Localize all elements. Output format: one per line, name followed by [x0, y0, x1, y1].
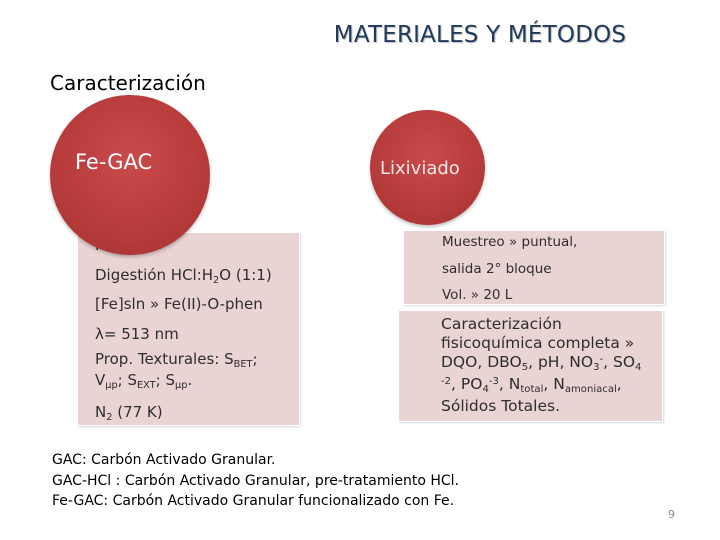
footnote-gac-hcl: GAC-HCl : Carbón Activado Granular, pre-tratamiento HCl.	[52, 473, 459, 489]
detail-textural-values: $V_{\mu p}$; $S_{EXT}$; $S_{\mu p}$.	[95, 371, 193, 391]
lixiviado-circle	[370, 110, 485, 225]
fe-gac-label: Fe-GAC	[75, 150, 153, 174]
footnote-fe-gac: Fe-GAC: Carbón Activado Granular funcionalizado con Fe.	[52, 493, 455, 509]
detail-fe-sln: [Fe]sln » Fe(II)-O-phen	[95, 295, 263, 313]
footnote-gac: GAC: Carbón Activado Granular.	[52, 452, 276, 468]
detail-digestion: Digestión $HCl:H_2O$ (1:1)	[95, 266, 272, 286]
page-number: 9	[668, 508, 675, 521]
sampling-location: salida 2° bloque	[442, 261, 552, 277]
char-parameters-1: DQO, $DBO_5$, pH, $NO_3^-$, $SO_4$	[441, 353, 642, 373]
detail-n2: $N_2$ (77 K)	[95, 403, 163, 423]
sampling-volume: Vol. » 20 L	[442, 287, 513, 303]
fe-gac-details-box	[77, 232, 300, 426]
sampling-box	[403, 230, 665, 305]
detail-wavelength: λ= 513 nm	[95, 325, 179, 343]
fe-gac-circle	[50, 95, 210, 255]
detail-textural-props: Prop. Texturales: $S_{BET}$;	[95, 350, 258, 370]
slide-title: MATERIALES Y MÉTODOS	[333, 22, 627, 48]
lixiviado-label: Lixiviado	[380, 158, 460, 179]
char-line-2: fisicoquímica completa »	[441, 334, 635, 352]
characterization-box	[398, 310, 663, 422]
sampling-type: Muestreo » puntual,	[442, 234, 578, 250]
char-line-5: Sólidos Totales.	[441, 397, 560, 415]
section-subtitle: Caracterización	[50, 71, 206, 95]
char-parameters-2: $^{-2}$, $PO_4^{-3}$, $N_{total}$, $N_{amoniacal}$,	[441, 375, 622, 395]
char-line-1: Caracterización	[441, 315, 562, 333]
